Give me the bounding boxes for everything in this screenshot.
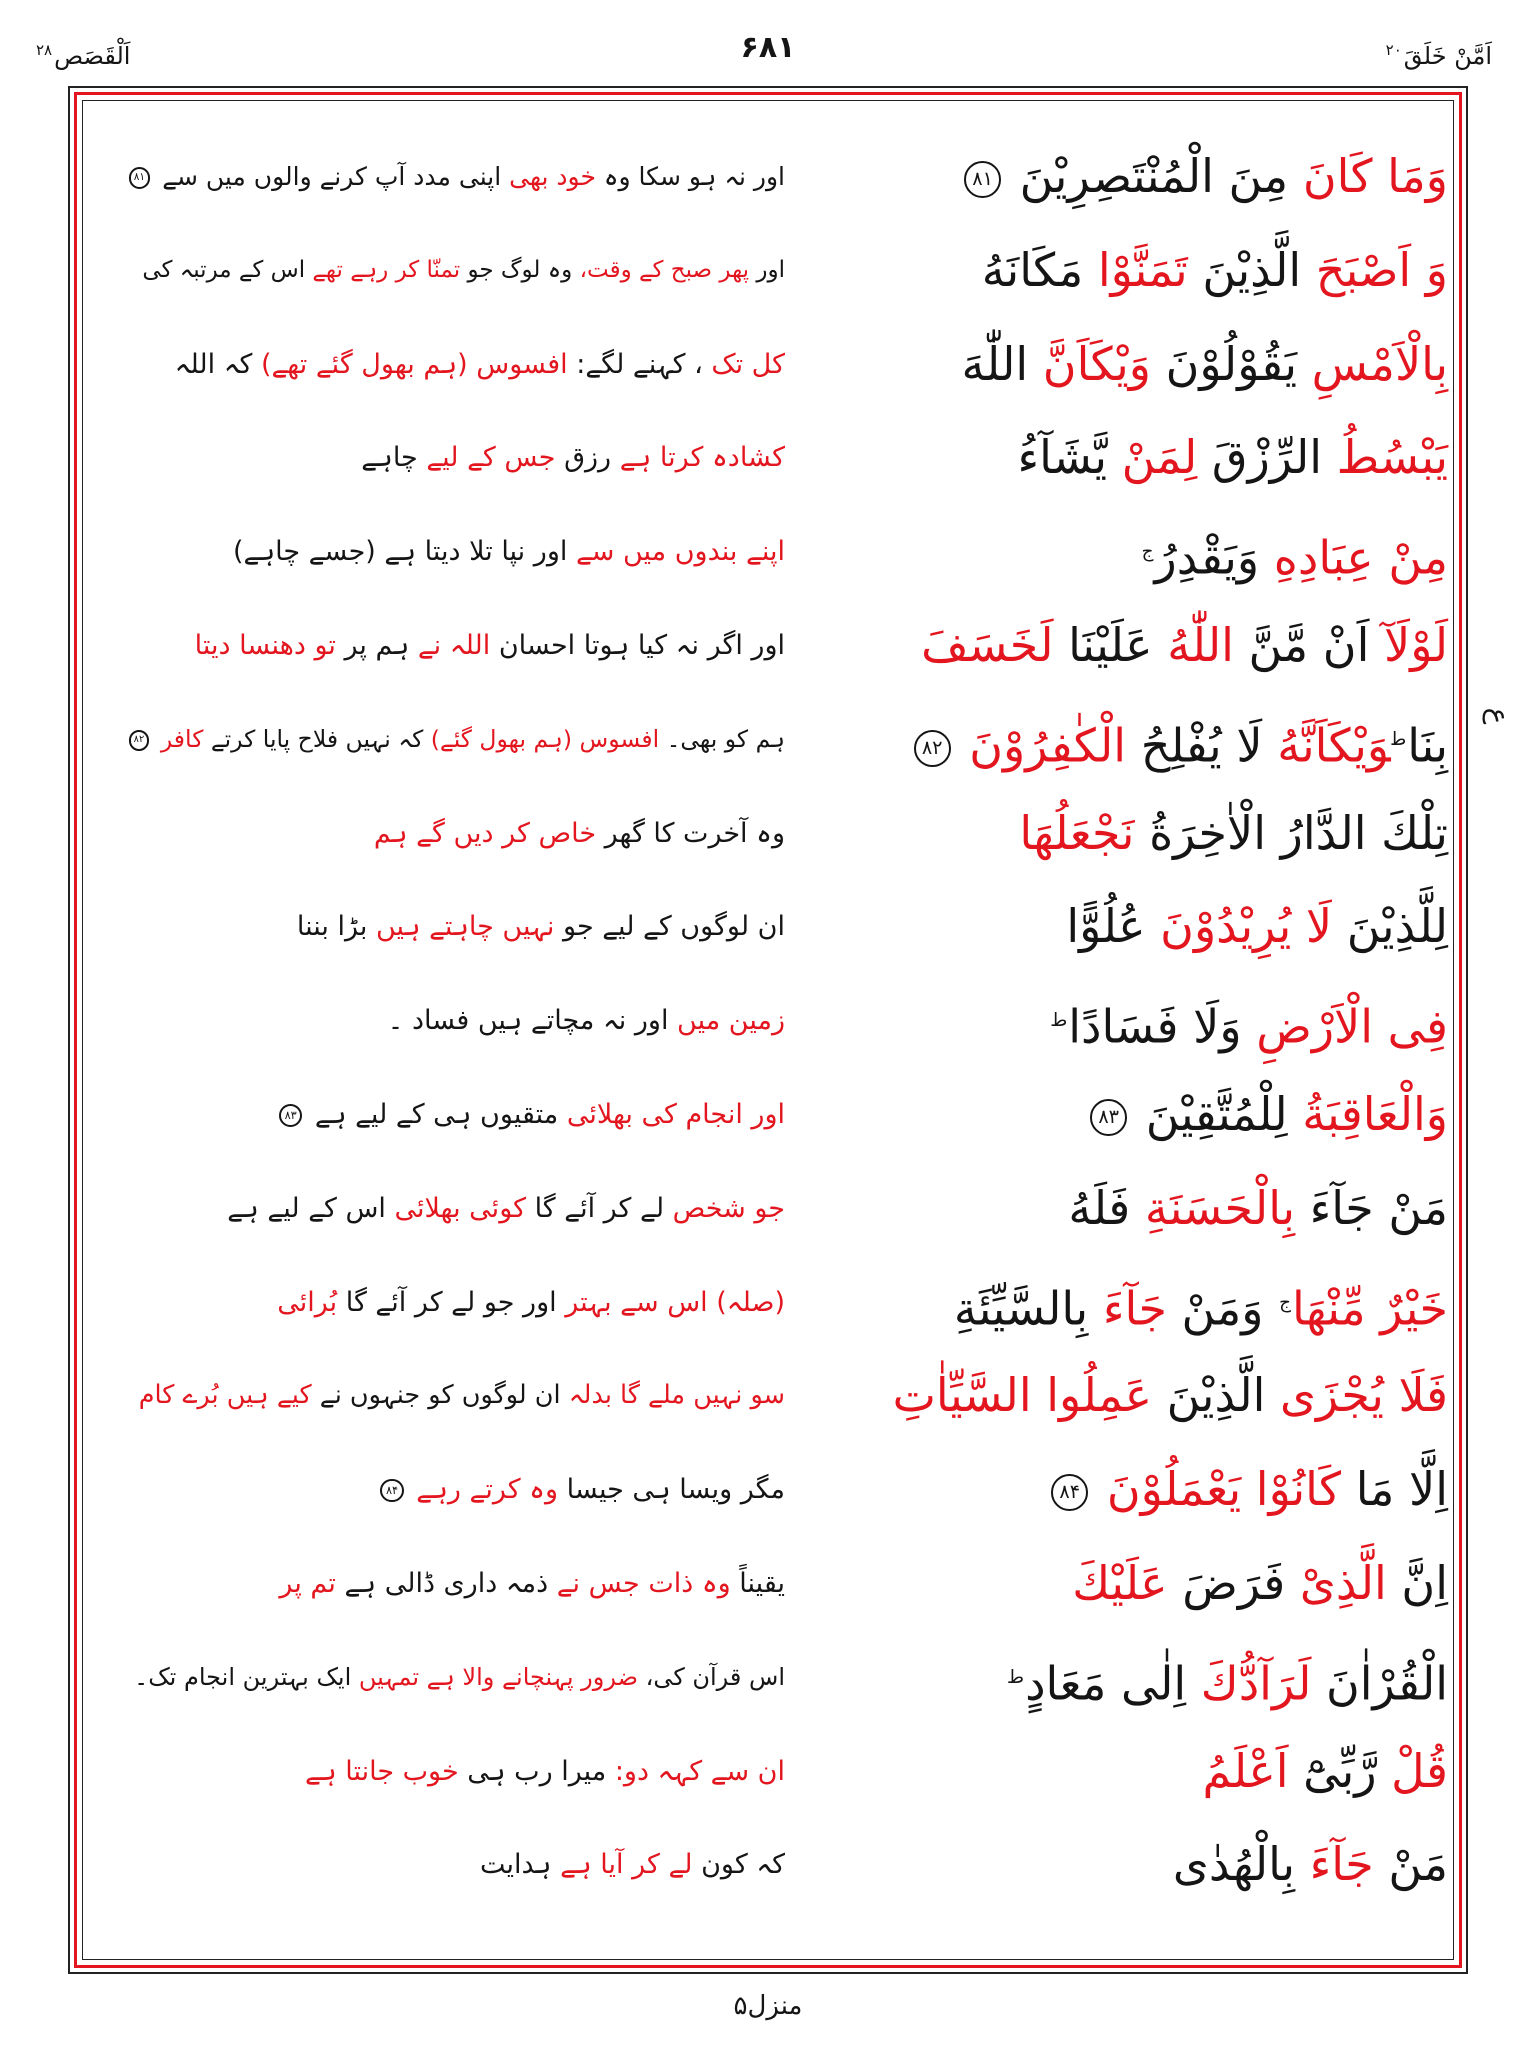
arabic-text-segment: وَالْعَاقِبَةُ [1302,1086,1448,1141]
arabic-text-segment: يَّشَآءُ [1017,430,1122,485]
verse-row [0,505,1536,599]
urdu-translation-line [130,1256,785,1350]
surah-number: ۲۸ [36,41,53,59]
verse-row [0,880,1536,974]
urdu-text-segment: خوب جانتا ہے [305,1755,459,1787]
arabic-text-segment: بِالْاَمْسِ [1311,336,1448,391]
surah-name: اَلْقَصَص [54,42,131,70]
urdu-text-segment: کیے ہیں بُرے کام [138,1380,312,1411]
urdu-text-segment: اور نپا تلا دیتا ہے (جسے چاہے) [233,536,576,568]
ayah-number-marker: ۸۴ [1051,1474,1088,1511]
arabic-text-segment: الَّذِيْنَ [1152,1368,1281,1423]
arabic-text-segment: وَمَا كَانَ [1302,149,1448,203]
arabic-text-segment: اللّٰهَ [961,336,1043,391]
urdu-translation-line [130,1443,785,1537]
urdu-translation-line [130,224,785,318]
urdu-text-segment: وہ آخرت کا گھر [596,817,785,849]
arabic-verse-line [880,787,1448,881]
urdu-translation-line [130,130,785,224]
arabic-text-segment: فَلَا يُجْزَى [1280,1368,1448,1423]
arabic-text-segment: اَعْلَمُ [1202,1743,1289,1798]
urdu-text-segment: کشادہ کرتا ہے [619,442,785,474]
arabic-verse-line [880,1725,1448,1819]
urdu-text-segment: وہ لوگ جو [460,256,580,283]
arabic-verse-line [880,505,1448,599]
arabic-verse-line [880,411,1448,505]
arabic-text-segment: عُلُوًّا [1066,899,1161,954]
arabic-text-segment: الَّذِىْ [1299,1555,1387,1610]
urdu-text-segment: اور انجام کی بھلائی [566,1098,785,1130]
arabic-text-segment: لِمَنْ [1121,430,1198,485]
waqf-mark: ج [1141,541,1154,563]
arabic-verse-line [880,1349,1448,1443]
urdu-text-segment: بُرائی [277,1286,338,1318]
urdu-text-segment: جو شخص [672,1192,785,1224]
urdu-text-segment: اللہ نے [417,629,491,661]
urdu-text-segment: کہ نہیں فلاح پایا کرتے [203,724,431,753]
arabic-text-segment: مِنَ الْمُنْتَصِرِيْنَ [1005,149,1303,203]
urdu-text-segment: ، کہنے لگے: [567,348,712,380]
juz-number: ۲۰ [1385,41,1402,59]
verse-row [0,1256,1536,1350]
arabic-text-segment: خَيْرٌ مِّنْهَا [1291,1280,1448,1335]
verse-row [0,1349,1536,1443]
urdu-translation-line [130,505,785,599]
arabic-text-segment: اِلَّا مَا [1341,1462,1448,1517]
urdu-text-segment: تو دھنسا دیتا [194,629,336,661]
arabic-text-segment: اِلٰى مَعَادٍ [1025,1656,1201,1711]
waqf-mark: ط [1391,728,1407,750]
verse-row [0,130,1536,224]
urdu-text-segment: کل تک [711,348,785,380]
urdu-translation-line [130,1068,785,1162]
urdu-text-segment: میرا رب ہی [458,1755,615,1787]
verse-row [0,693,1536,787]
urdu-text-segment: افسوس (ہم بھول گئے) [430,724,660,753]
verse-row [0,1443,1536,1537]
urdu-translation-line [130,787,785,881]
urdu-text-segment: (صلہ) اس سے بہتر [565,1286,785,1318]
arabic-text-segment: مَنْ [1373,1837,1448,1892]
verse-row [0,1162,1536,1256]
urdu-text-segment: پھر صبح کے وقت، [579,256,750,283]
urdu-text-segment: ان لوگوں کو جنہوں نے [311,1380,569,1411]
urdu-text-segment: خاص کر دیں گے ہم [373,817,597,849]
arabic-text-segment: بِنَا [1407,718,1448,773]
urdu-text-segment: اس کے لیے ہے [227,1192,395,1224]
verse-row [0,318,1536,412]
arabic-text-segment: وَمَنْ [1166,1280,1279,1335]
urdu-text-segment: وہ ذات جس نے [556,1567,731,1599]
urdu-text-segment: رزق [555,442,620,474]
urdu-text-segment: ان لوگوں کے لیے جو [554,911,785,943]
arabic-verse-line [880,599,1448,693]
arabic-verse-line [880,224,1448,318]
arabic-text-segment: بِالْهُدٰى [1172,1837,1310,1892]
arabic-text-segment: قُلْ [1391,1743,1448,1798]
arabic-verse-line [880,1443,1448,1537]
arabic-verse-line [880,1537,1448,1631]
urdu-text-segment: کہ کون [692,1849,785,1881]
arabic-text-segment: لِلْمُتَّقِيْنَ [1131,1086,1303,1141]
verse-rows [0,130,1536,1912]
urdu-translation-line [130,1818,785,1912]
urdu-text-segment: لے کر آئے گا [526,1192,673,1224]
arabic-text-segment: وَ اَصْبَحَ [1315,242,1448,297]
urdu-text-segment: اس کے مرتبہ کی [142,256,313,283]
arabic-verse-line [880,1162,1448,1256]
arabic-verse-line [880,693,1448,787]
verse-row [0,224,1536,318]
arabic-text-segment: جَآءَ [1102,1280,1167,1335]
arabic-text-segment [955,718,970,772]
arabic-text-segment: عَمِلُوا السَّيِّاٰتِ [892,1368,1153,1423]
urdu-text-segment: اور جو لے کر آئے گا [337,1286,566,1318]
urdu-text-segment: نہیں چاہتے ہیں [376,911,555,943]
waqf-mark: ج [1279,1291,1291,1313]
urdu-text-segment: کافر [160,724,204,753]
arabic-text-segment: الرِّزْقَ [1197,430,1337,485]
arabic-text-segment: كَانُوْا يَعْمَلُوْنَ [1106,1462,1342,1517]
arabic-text-segment [1092,1462,1107,1516]
urdu-text-segment: اور اگر نہ کیا ہوتا احسان [490,629,785,661]
arabic-text-segment: لِلَّذِيْنَ [1332,899,1448,954]
verse-row [0,1068,1536,1162]
arabic-text-segment: وَيْكَاَنَّ [1042,336,1152,391]
urdu-translation-line [130,599,785,693]
urdu-translation-line [130,1162,785,1256]
arabic-text-segment: عَلَيْكَ [1072,1555,1168,1610]
urdu-text-segment: ضرور پہنچانے والا ہے تمہیں [358,1662,638,1691]
verse-row [0,1725,1536,1819]
arabic-verse-line [880,1068,1448,1162]
arabic-text-segment: الَّذِيْنَ [1187,242,1316,297]
waqf-mark: ط [1050,1010,1068,1032]
arabic-text-segment: لَرَآدُّكَ [1200,1656,1312,1711]
urdu-text-segment: خود بھی [509,162,596,191]
arabic-verse-line [880,1256,1448,1350]
urdu-text-segment: افسوس (ہم بھول گئے تھے) [260,348,568,380]
arabic-text-segment: بِالْحَسَنَةِ [1144,1180,1296,1235]
juz-name-header [1386,30,1492,76]
arabic-text-segment: يَبْسُطُ [1336,430,1448,485]
urdu-text-segment: تمنّا کر رہے تھے [312,256,461,283]
urdu-text-segment: ہدایت [479,1849,561,1881]
arabic-text-segment: لَا يُفْلِحُ [1126,718,1278,773]
arabic-text-segment: لَا يُرِيْدُوْنَ [1160,899,1333,954]
urdu-text-segment: کوئی بھلائی [394,1192,526,1224]
arabic-text-segment: تَمَنَّوْا [1097,242,1188,297]
arabic-text-segment: مَنْ جَآءَ [1295,1180,1448,1235]
ayah-number-marker: ۸۲ [914,730,951,767]
arabic-text-segment: فِى الْاَرْضِ [1256,999,1448,1054]
arabic-text-segment: تِلْكَ الدَّارُ الْاٰخِرَةُ [1134,805,1448,860]
urdu-text-segment: ہم پر [335,629,418,661]
arabic-text-segment: مَكَانَهُ [981,242,1098,297]
urdu-translation-line [130,974,785,1068]
urdu-text-segment [408,1474,417,1505]
ayah-number-marker: ۸۱ [964,161,1001,198]
verse-row [0,974,1536,1068]
arabic-text-segment: مِنْ عِبَادِهِ [1273,530,1448,585]
arabic-text-segment: لَوْلَآ [1383,617,1448,672]
ayah-number-marker: ۸۲ [129,730,150,751]
arabic-text-segment: اِنَّ [1386,1555,1448,1610]
arabic-text-segment: عَلَيْنَا [1053,617,1168,672]
arabic-verse-line [880,130,1448,224]
arabic-text-segment: يَقُوْلُوْنَ [1151,336,1312,391]
ruku-margin-mark: ع [1482,707,1516,725]
ayah-number-marker: ۸۳ [279,1104,302,1127]
arabic-verse-line [880,318,1448,412]
urdu-text-segment [153,725,160,753]
urdu-text-segment: جس کے لیے [426,442,556,474]
ayah-number-marker: ۸۱ [129,167,151,189]
urdu-text-segment: اور نہ مچاتے ہیں فساد ۔ [387,1005,678,1037]
urdu-text-segment: زمین میں [677,1005,785,1037]
arabic-text-segment: جَآءَ [1309,1837,1374,1892]
ayah-number-marker: ۸۴ [380,1479,403,1502]
arabic-text-segment: نَجْعَلُهَا [1019,805,1135,860]
arabic-text-segment: اَنْ مَّنَّ [1233,617,1384,672]
arabic-verse-line [880,1631,1448,1725]
urdu-text-segment: ہم کو بھی۔ [659,724,785,753]
urdu-text-segment: اس قرآن کی، [637,1662,785,1691]
urdu-text-segment: اپنے بندوں میں سے [575,536,785,568]
urdu-translation-line [130,1537,785,1631]
verse-row [0,411,1536,505]
urdu-translation-line [130,318,785,412]
urdu-text-segment: کہ اللہ [174,348,261,380]
arabic-text-segment: الْكٰفِرُوْنَ [969,718,1127,773]
urdu-translation-line [130,1349,785,1443]
verse-row [0,787,1536,881]
urdu-text-segment: چاہے [361,442,427,474]
arabic-verse-line [880,974,1448,1068]
urdu-text-segment: بڑا بننا [296,911,376,943]
arabic-text-segment: فَرَضَ [1167,1555,1300,1610]
urdu-translation-line [130,411,785,505]
urdu-text-segment: سو نہیں ملے گا بدلہ [568,1380,785,1411]
waqf-mark: ط [1007,1666,1025,1688]
arabic-text-segment: اللّٰهُ [1167,617,1234,672]
urdu-text-segment: یقیناً [730,1567,785,1599]
verse-row [0,1537,1536,1631]
urdu-text-segment: ذمہ داری ڈالی ہے [335,1567,557,1599]
arabic-text-segment: وَلَا فَسَادًا [1068,999,1257,1054]
manzil-footer: منزل۵ [733,1991,803,2021]
arabic-text-segment: فَلَهُ [1068,1180,1145,1235]
arabic-text-segment: رَّبِّىْٓ [1288,1743,1392,1798]
arabic-text-segment: الْقُرْاٰنَ [1311,1656,1448,1711]
urdu-text-segment: لے کر آیا ہے [560,1849,693,1881]
arabic-text-segment: وَيْكَاَنَّهُ [1277,718,1391,773]
arabic-verse-line [880,1818,1448,1912]
urdu-text-segment: اپنی مدد آپ کرنے والوں میں سے [154,162,510,191]
urdu-text-segment: ان سے کہہ دو: [614,1755,785,1787]
verse-row [0,1631,1536,1725]
urdu-text-segment: ایک بہترین انجام تک۔ [134,1662,359,1691]
urdu-text-segment: اور نہ ہو سکا وہ [595,162,785,191]
page-number: ۶۸۱ [740,30,796,65]
verse-row [0,599,1536,693]
urdu-text-segment: مگر ویسا ہی جیسا [558,1474,785,1506]
urdu-translation-line [130,1631,785,1725]
urdu-translation-line [130,880,785,974]
urdu-text-segment: اور [749,256,785,283]
urdu-text-segment: تم پر [279,1567,336,1599]
urdu-text-segment: متقیوں ہی کے لیے ہے [306,1098,567,1130]
arabic-text-segment: بِالسَّيِّئَةِ [953,1280,1103,1335]
urdu-text-segment: وہ کرتے رہے [416,1474,559,1506]
arabic-text-segment: لَخَسَفَ [921,617,1054,672]
arabic-verse-line [880,880,1448,974]
ayah-number-marker: ۸۳ [1090,1099,1127,1136]
juz-name: اَمَّنْ خَلَقَ [1403,42,1492,70]
urdu-translation-line [130,693,785,787]
urdu-translation-line [130,1725,785,1819]
verse-row [0,1818,1536,1912]
arabic-text-segment: وَيَقْدِرُ [1154,530,1274,585]
